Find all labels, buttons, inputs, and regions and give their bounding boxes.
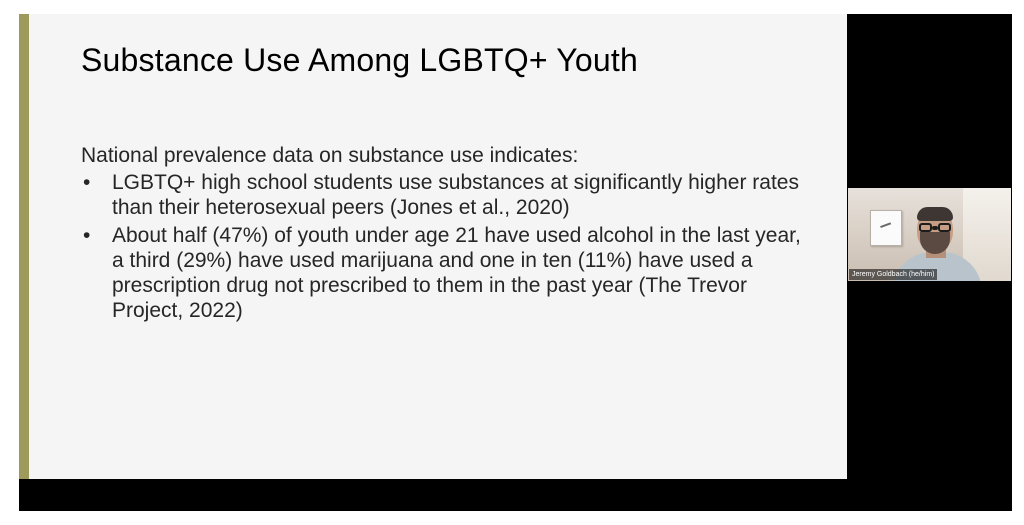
bullet-text: About half (47%) of youth under age 21 have used alcohol in the last year, a third (29%) have used marijuana and one in ten (11%) have used a prescription drug not prescribed to them in the past year (The Trevor Project, 2022) <box>112 224 801 322</box>
shared-slide <box>19 14 847 479</box>
participant-glasses <box>919 223 951 233</box>
slide-title: Substance Use Among LGBTQ+ Youth <box>81 42 638 78</box>
slide-accent-bar <box>19 14 29 479</box>
bullet-text: LGBTQ+ high school students use substances at significantly higher rates than their heterosexual peers (Jones et al., 2020) <box>112 171 799 219</box>
bullet-item <box>81 170 811 220</box>
bullet-list <box>81 170 811 323</box>
bullet-marker: • <box>83 171 91 194</box>
meeting-viewport <box>19 14 1012 511</box>
participant-name-label: Jeremy Goldbach (he/him) <box>849 269 937 280</box>
picture-frame-artwork <box>880 222 893 232</box>
slide-body <box>81 143 811 326</box>
participant-hair <box>917 207 953 221</box>
bottom-black-bar <box>19 479 1012 511</box>
glasses-lens-left <box>919 223 932 232</box>
bullet-item <box>81 223 811 323</box>
glasses-lens-right <box>938 223 951 232</box>
bullet-marker: • <box>83 224 91 247</box>
wall-picture-frame <box>870 210 902 246</box>
slide-intro-text: National prevalence data on substance use indicates: <box>81 144 579 167</box>
participant-video-tile[interactable] <box>848 188 1011 281</box>
